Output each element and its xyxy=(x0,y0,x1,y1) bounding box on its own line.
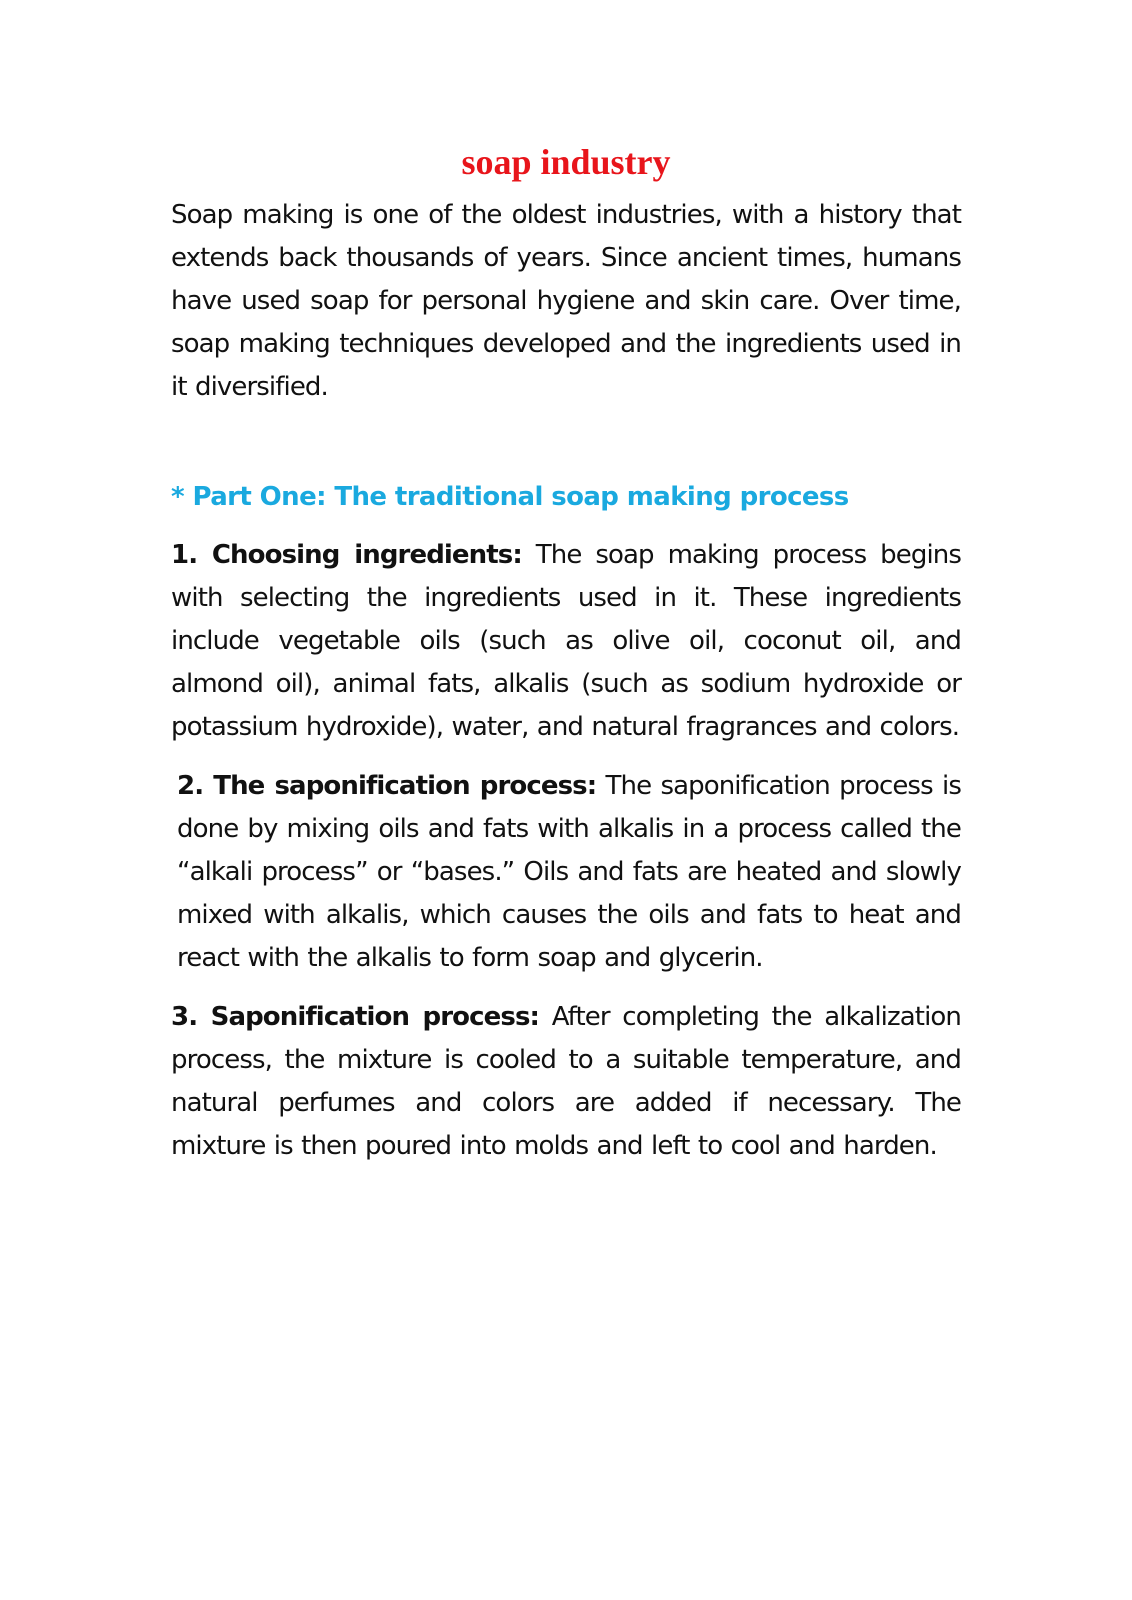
document-title: soap industry xyxy=(461,142,671,182)
step-choosing-ingredients xyxy=(171,534,961,749)
step-2-text: The saponification process is done by mixing oils and fats with alkalis in a process called the “alkali process” or “bases.” Oils and fats are heated and slowly mixed with alkalis, which causes the oils and fats to heat and react with the alkalis to form soap and glycerin. xyxy=(177,771,961,973)
step-3-lead: 3. Saponification process: xyxy=(171,1002,540,1032)
intro-paragraph: Soap making is one of the oldest industries, with a history that extends back thousands of years. Since ancient times, humans have used soap for personal hygiene and skin care. Over time, soap making techniques developed and the ingredients used in it diversified. xyxy=(171,200,961,402)
step-2-lead: 2. The saponification process: xyxy=(177,771,597,801)
step-saponification-process xyxy=(171,765,961,980)
step-1-text: The soap making process begins with selecting the ingredients used in it. These ingredients include vegetable oils (such as olive oil, coconut oil, and almond oil), animal fats, alkalis (such as sodium hydroxide or potassium hydroxide), water, and natural fragrances and colors. xyxy=(171,540,961,742)
step-1-lead: 1. Choosing ingredients: xyxy=(171,540,522,570)
step-3-text: After completing the alkalization process, the mixture is cooled to a suitable temperature, and natural perfumes and colors are added if necessary. The mixture is then poured into molds and left to cool and harden. xyxy=(171,1002,961,1161)
document-content xyxy=(171,138,961,1168)
section-heading-part-one: * Part One: The traditional soap making process xyxy=(171,482,849,512)
step-saponification-cooling xyxy=(171,996,961,1168)
